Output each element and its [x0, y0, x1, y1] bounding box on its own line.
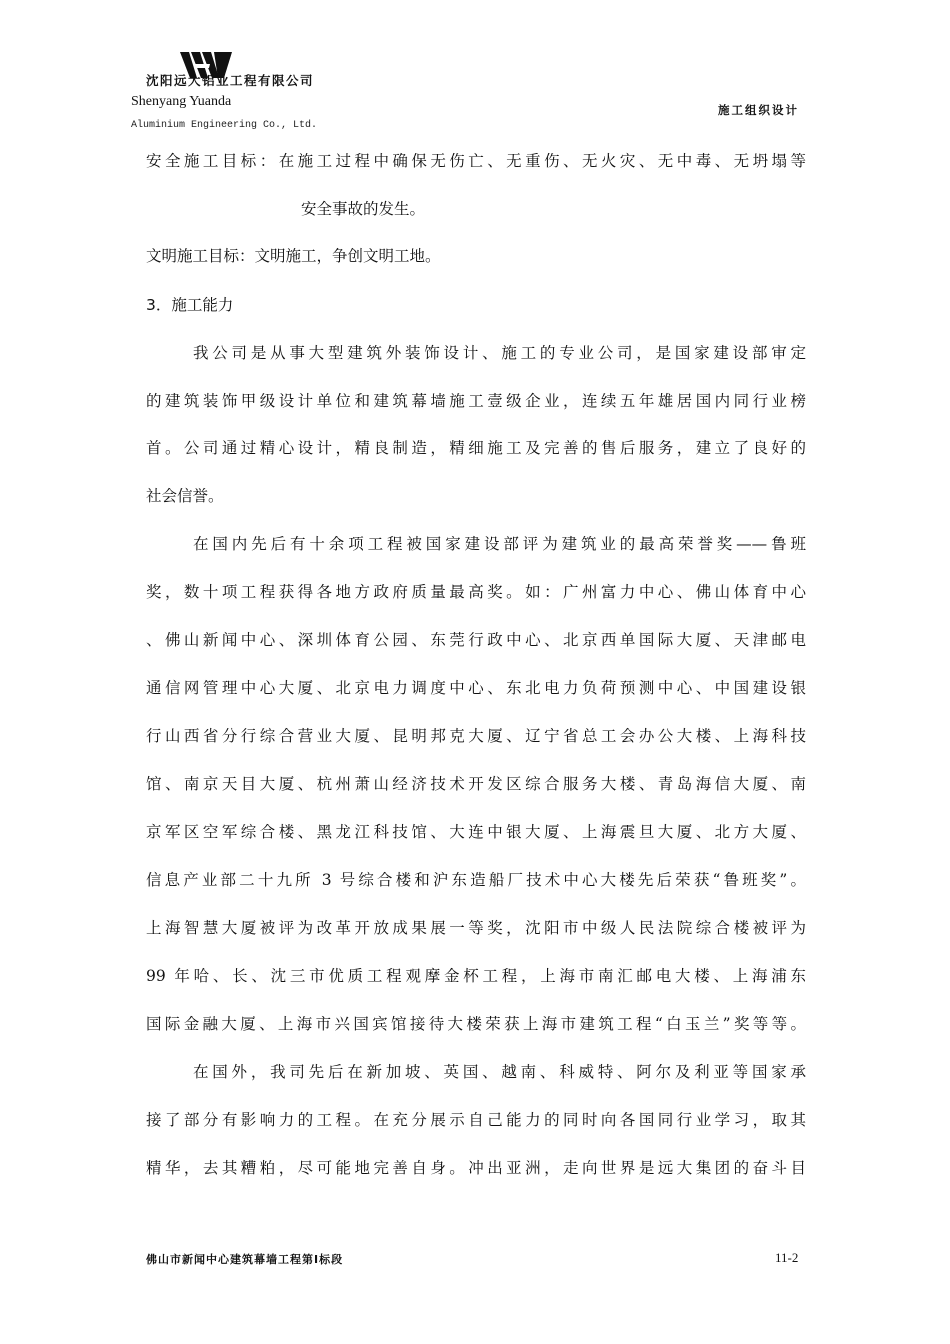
- paragraph-line: 行山西省分行综合营业大厦、昆明邦克大厦、辽宁省总工会办公大楼、上海科技: [146, 727, 806, 745]
- paragraph-line: 99 年哈、长、沈三市优质工程观摩金杯工程，上海市南汇邮电大楼、上海浦东: [146, 967, 806, 985]
- body-line: 文明施工目标：文明施工，争创文明工地。: [146, 247, 441, 265]
- body-line: 安全事故的发生。: [301, 200, 426, 218]
- paragraph-line: 在国外，我司先后在新加坡、英国、越南、科威特、阿尔及利亚等国家承: [193, 1063, 806, 1081]
- paragraph-line: 通信网管理中心大厦、北京电力调度中心、东北电力负荷预测中心、中国建设银: [146, 679, 806, 697]
- paragraph-line: 在国内先后有十余项工程被国家建设部评为建筑业的最高荣誉奖——鲁班: [193, 535, 806, 553]
- company-name-english-subtitle: Aluminium Engineering Co., Ltd.: [131, 120, 318, 131]
- paragraph-line: 的建筑装饰甲级设计单位和建筑幕墙施工壹级企业，连续五年雄居国内同行业榜: [146, 392, 806, 410]
- paragraph-line: 上海智慧大厦被评为改革开放成果展一等奖，沈阳市中级人民法院综合楼被评为: [146, 919, 806, 937]
- paragraph-line: 信息产业部二十九所 3 号综合楼和沪东造船厂技术中心大楼先后荣获“鲁班奖”。: [146, 871, 806, 889]
- document-type: 施工组织设计: [718, 103, 799, 117]
- paragraph-line: 国际金融大厦、上海市兴国宾馆接待大楼荣获上海市建筑工程“白玉兰”奖等等。: [146, 1015, 806, 1033]
- company-name-english: Shenyang Yuanda: [131, 94, 232, 109]
- paragraph-line: 、佛山新闻中心、深圳体育公园、东莞行政中心、北京西单国际大厦、天津邮电: [146, 631, 806, 649]
- paragraph-line: 社会信誉。: [146, 487, 224, 505]
- page-number: 11-2: [775, 1250, 799, 1265]
- paragraph-line: 馆、南京天目大厦、杭州萧山经济技术开发区综合服务大楼、青岛海信大厦、南: [146, 775, 806, 793]
- paragraph-line: 精华，去其糟粕，尽可能地完善自身。冲出亚洲，走向世界是远大集团的奋斗目: [146, 1159, 806, 1177]
- footer-project-title: 佛山市新闻中心建筑幕墙工程第Ⅰ标段: [146, 1253, 344, 1266]
- paragraph-line: 我公司是从事大型建筑外装饰设计、施工的专业公司，是国家建设部审定: [193, 344, 806, 362]
- section-heading: 3．施工能力: [146, 296, 234, 314]
- paragraph-line: 京军区空军综合楼、黑龙江科技馆、大连中银大厦、上海震旦大厦、北方大厦、: [146, 823, 806, 841]
- paragraph-line: 接了部分有影响力的工程。在充分展示自己能力的同时向各国同行业学习，取其: [146, 1111, 806, 1129]
- company-name-chinese: 沈阳远大铝业工程有限公司: [146, 73, 315, 88]
- body-line: 安全施工目标：在施工过程中确保无伤亡、无重伤、无火灾、无中毒、无坍塌等: [146, 152, 806, 170]
- paragraph-line: 首。公司通过精心设计，精良制造，精细施工及完善的售后服务，建立了良好的: [146, 439, 806, 457]
- paragraph-line: 奖，数十项工程获得各地方政府质量最高奖。如：广州富力中心、佛山体育中心: [146, 583, 806, 601]
